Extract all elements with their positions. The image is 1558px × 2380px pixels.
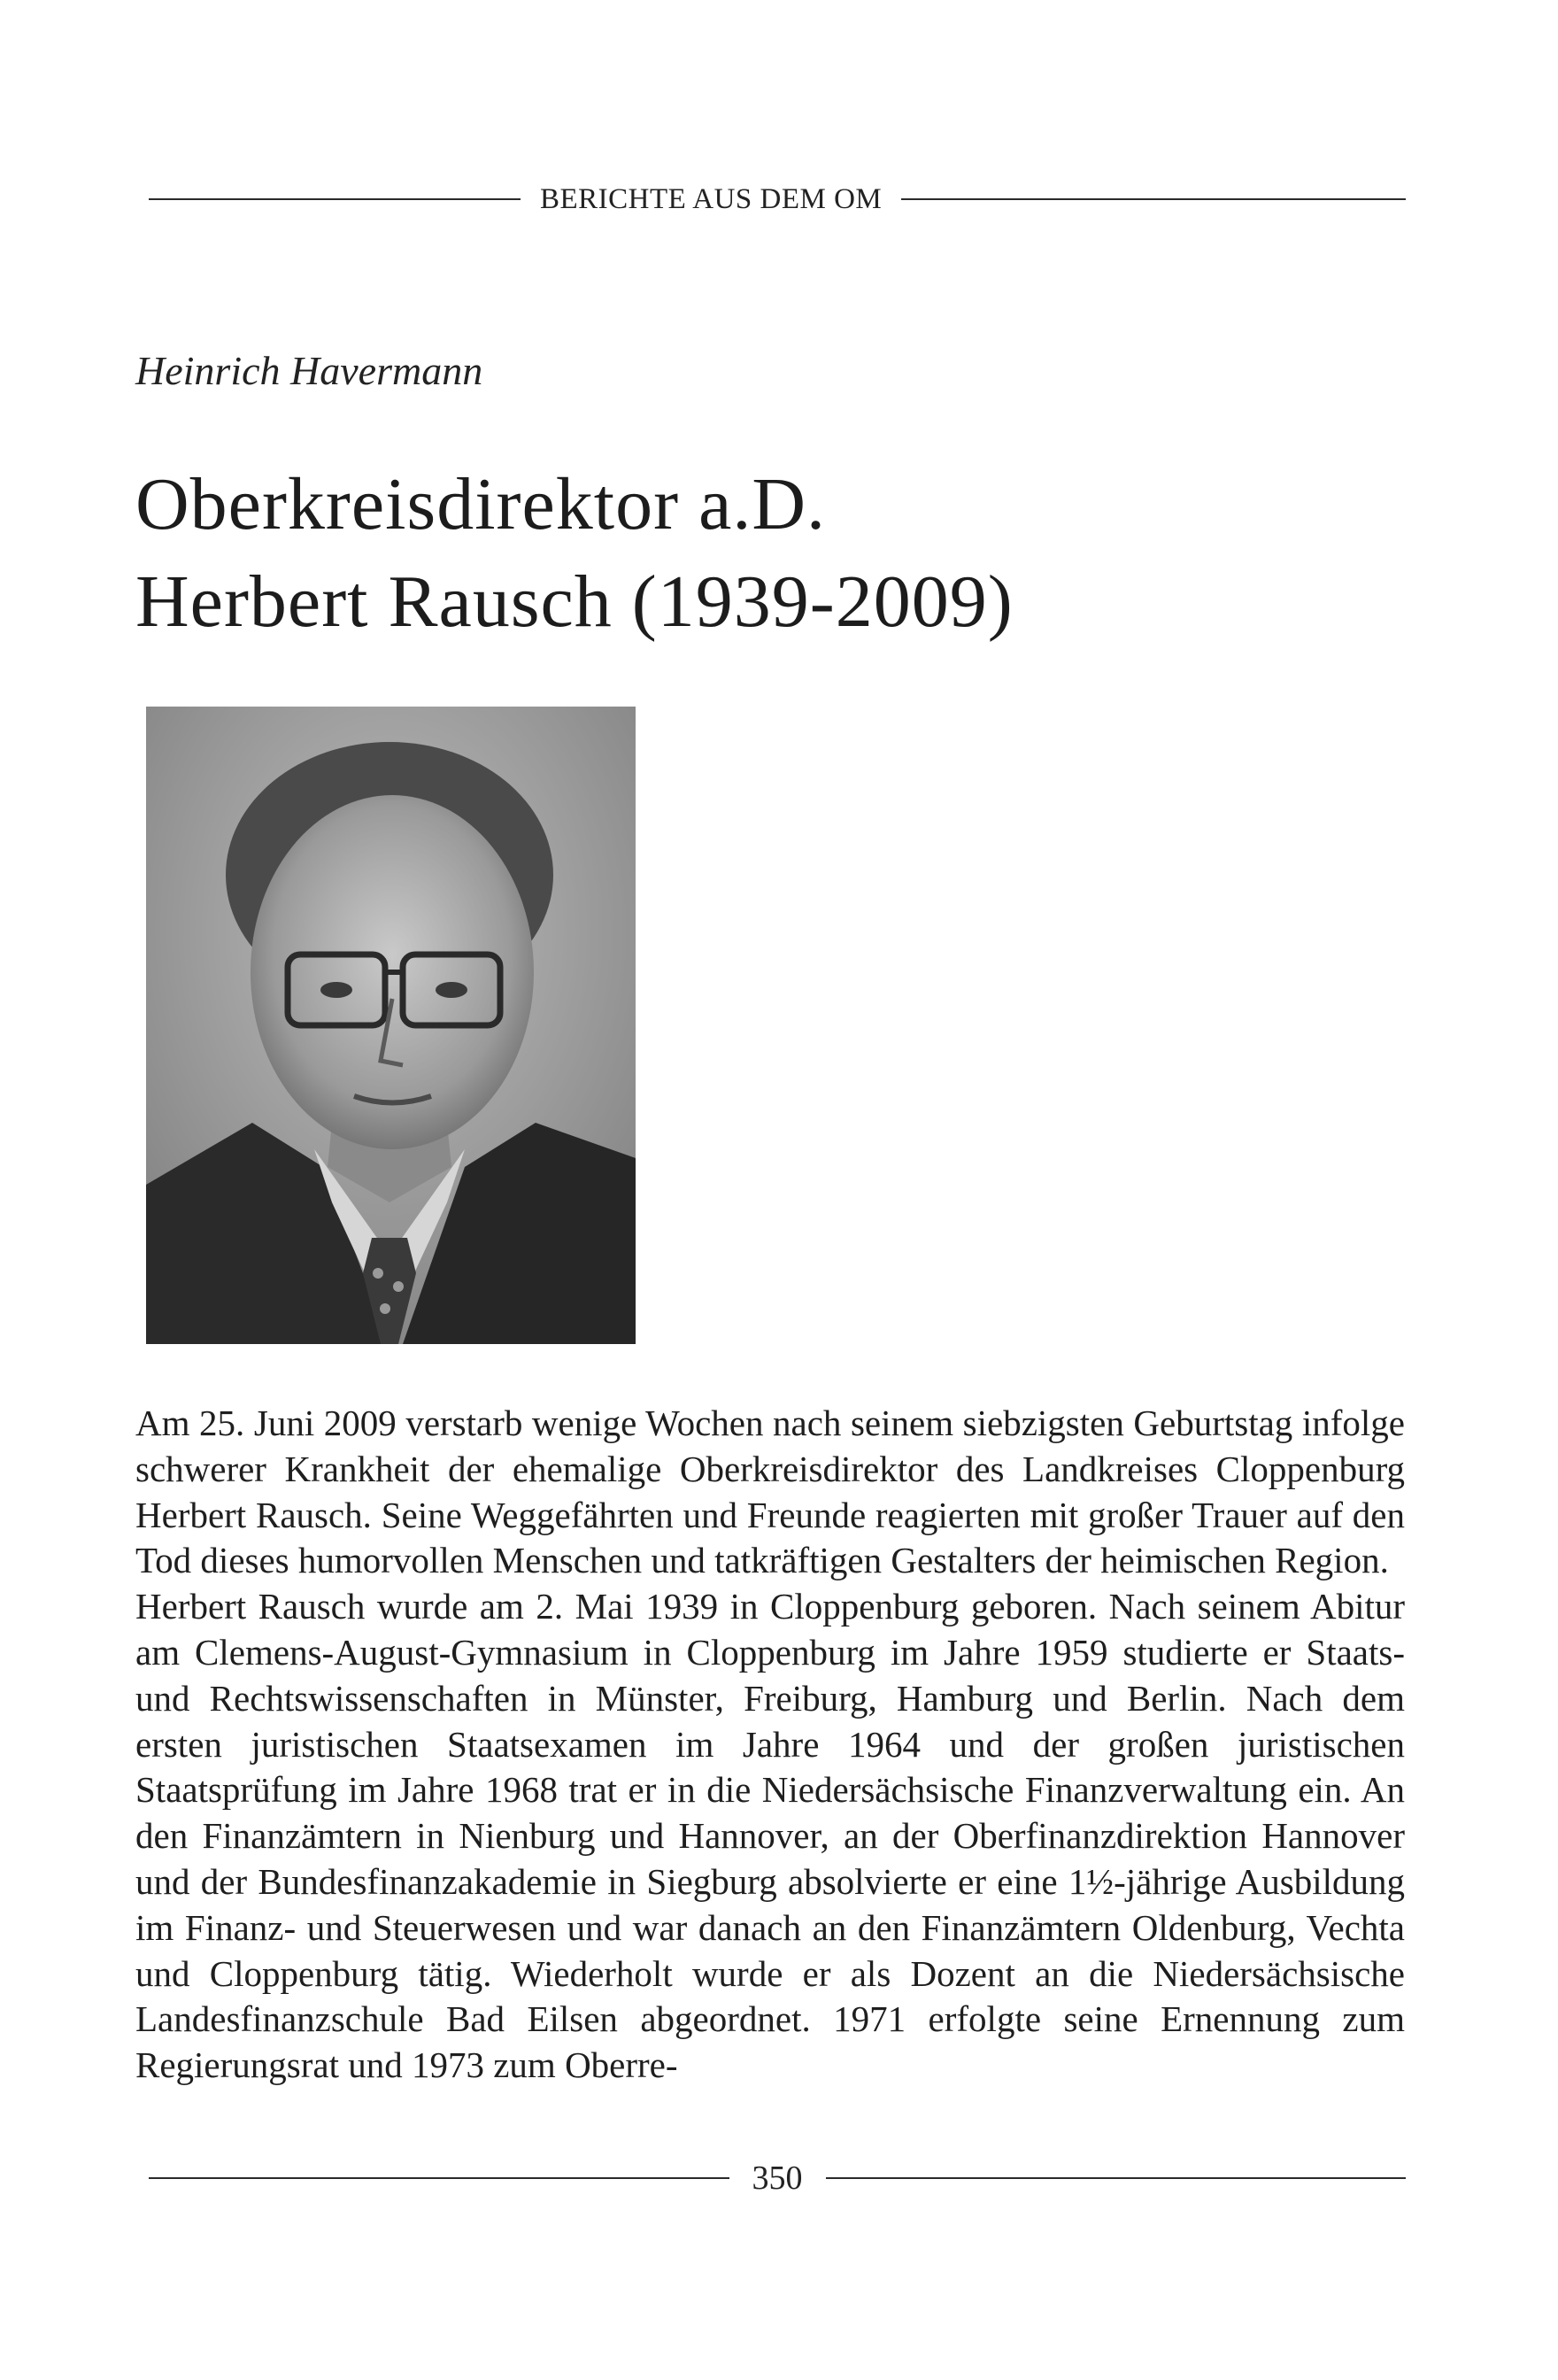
header-rule-left [149, 198, 521, 200]
running-head-text: BERICHTE AUS DEM OM [540, 182, 883, 215]
header-rule-right [901, 198, 1406, 200]
page-footer [149, 2152, 1406, 2205]
paragraph-1: Am 25. Juni 2009 verstarb wenige Wochen nach seinem siebzigsten Geburtstag infolge schwerer Krankheit der ehemalige Oberkreisdirektor des Landkreises Cloppenburg Herbert Rausch. Seine Weggefährten und Freunde reagierten mit großer Trauer auf den Tod dieses humorvollen Menschen und tatkräftigen Gestalters der heimischen Region. [135, 1402, 1405, 1581]
footer-rule-left [149, 2177, 729, 2179]
author-name: Heinrich Havermann [135, 348, 483, 393]
running-head [149, 177, 1406, 221]
article-body [135, 1401, 1405, 2089]
portrait-photo [146, 707, 636, 1344]
page-number: 350 [752, 2160, 803, 2197]
article-title [135, 456, 1375, 651]
title-line-1: Oberkreisdirektor a.D. [135, 463, 827, 545]
title-line-2: Herbert Rausch (1939-2009) [135, 560, 1014, 643]
paragraph-2: Herbert Rausch wurde am 2. Mai 1939 in Cloppenburg geboren. Nach seinem Abitur am Clemens-August-Gymnasium in Cloppenburg im Jahre 1959 studierte er Staats- und Rechtswissenschaften in Münster, Freiburg, Hamburg und Berlin. Nach dem ersten juristischen Staatsexamen im Jahre 1964 und der großen juristischen Staatsprüfung im Jahre 1968 trat er in die Niedersächsische Finanzverwaltung ein. An den Finanzämtern in Nienburg und Hannover, an der Oberfinanzdirektion Hannover und der Bundesfinanzakademie in Siegburg absolvierte er eine 1½-jährige Ausbildung im Finanz- und Steuerwesen und war danach an den Finanzämtern Oldenburg, Vechta und Cloppenburg tätig. Wiederholt wurde er als Dozent an die Niedersächsische Landesfinanzschule Bad Eilsen abgeordnet. 1971 erfolgte seine Ernennung zum Regierungsrat und 1973 zum Oberre- [135, 1586, 1405, 2086]
footer-rule-right [826, 2177, 1407, 2179]
